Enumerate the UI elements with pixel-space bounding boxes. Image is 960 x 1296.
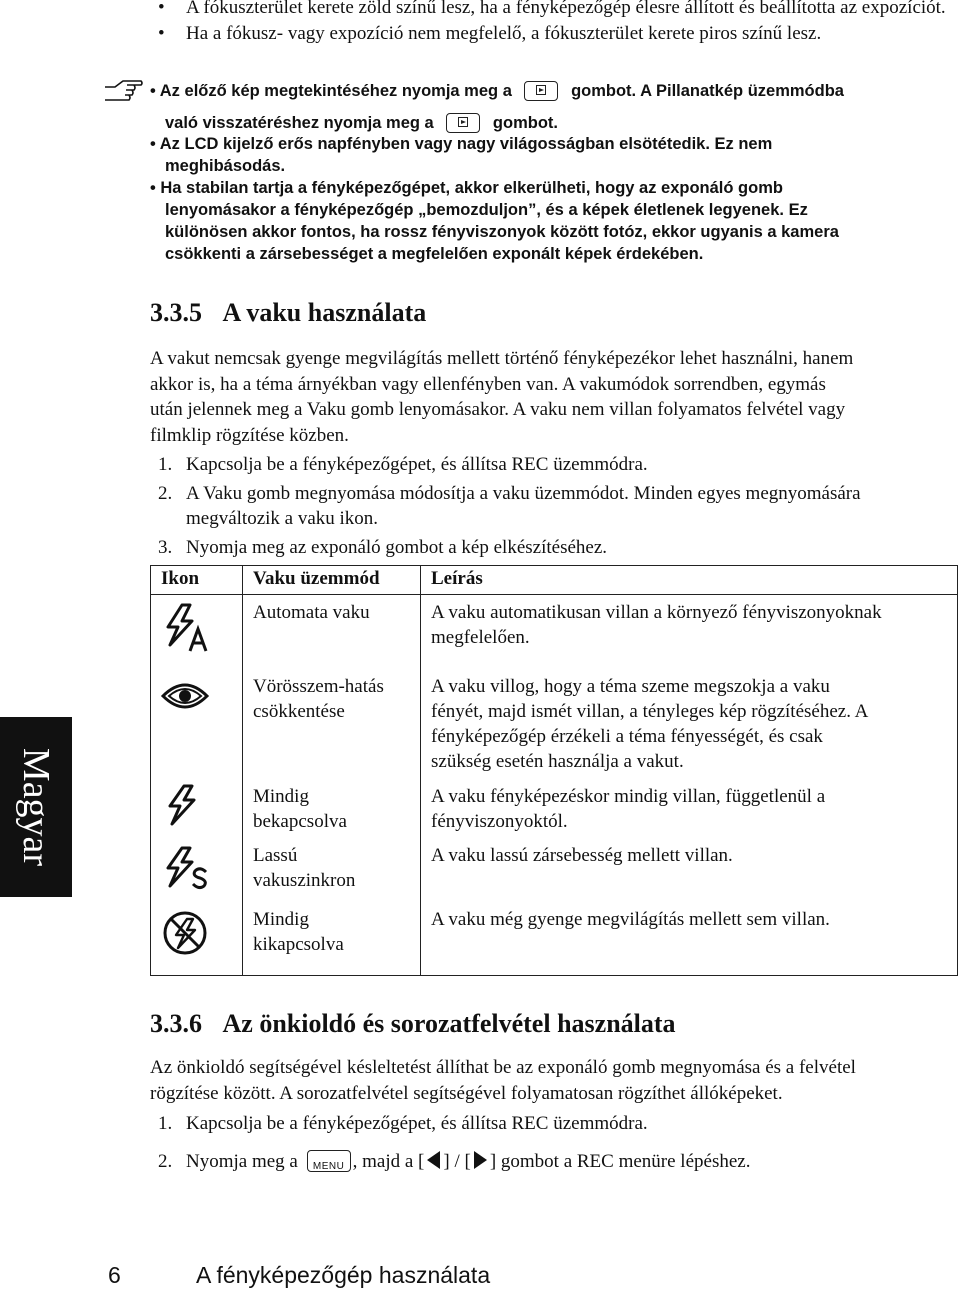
table-row: Vörösszem-hatás csökkentése [253, 676, 384, 722]
menu-button-icon: MENU [307, 1150, 351, 1172]
table-header-description: Leírás [431, 568, 483, 589]
table-header-mode: Vaku üzemmód [253, 568, 380, 589]
flash-on-icon [164, 784, 200, 831]
language-side-tab: Magyar [0, 717, 72, 897]
list-item: • Ha a fókusz- vagy expozíció nem megfelelő, a fókuszterület kerete piros színű lesz. [158, 23, 822, 44]
step-menu-instruction: Nyomja meg a MENU , majd a [ ] / [ ] gombot a REC menüre lépéshez. [186, 1151, 751, 1173]
section-heading: 3.3.5 A vaku használata [150, 298, 427, 327]
slow-sync-flash-icon [162, 846, 210, 895]
playback-button-icon [524, 81, 558, 101]
section-paragraph: Az önkioldó segítségével késleltetést állíthat be az exponáló gomb megnyomása és a felvétel rögzítése között. A sorozatfelvétel segítségével folyamatosan rögzíthet állóképeket. [150, 1057, 856, 1104]
flash-auto-icon [162, 603, 210, 658]
pointing-hand-icon [103, 78, 143, 109]
list-item: • A fókuszterület kerete zöld színű lesz, ha a fényképezőgép élesre állított és beállította az expozíciót. [158, 0, 946, 18]
page-number: 6 [108, 1262, 121, 1288]
table-row: Mindig kikapcsolva [253, 909, 344, 955]
flash-off-icon [162, 910, 208, 961]
section-paragraph: A vakut nemcsak gyenge megvilágítás mellett történő fényképezékor lehet használni, hanem akkor is, ha a téma árnyékban vagy ellenfényben van. A vakumódok sorrendben, egymás után jelennek meg a Vaku gomb lenyomásakor. A vaku nem villan folyamatos felvétel vagy filmklip rögzítése közben. [150, 348, 854, 446]
table-header-icon: Ikon [161, 568, 200, 589]
right-arrow-icon [474, 1151, 487, 1169]
left-arrow-icon [427, 1151, 440, 1169]
table-row: Lassú vakuszinkron [253, 845, 356, 891]
table-row: Automata vaku [253, 602, 370, 623]
table-row: Mindig bekapcsolva [253, 786, 347, 832]
red-eye-icon [160, 678, 210, 719]
playback-button-icon [446, 113, 480, 133]
section-heading: 3.3.6 Az önkioldó és sorozatfelvétel használata [150, 1009, 676, 1038]
top-bullet-list [158, 0, 956, 48]
footer-title: A fényképezőgép használata [196, 1262, 491, 1288]
